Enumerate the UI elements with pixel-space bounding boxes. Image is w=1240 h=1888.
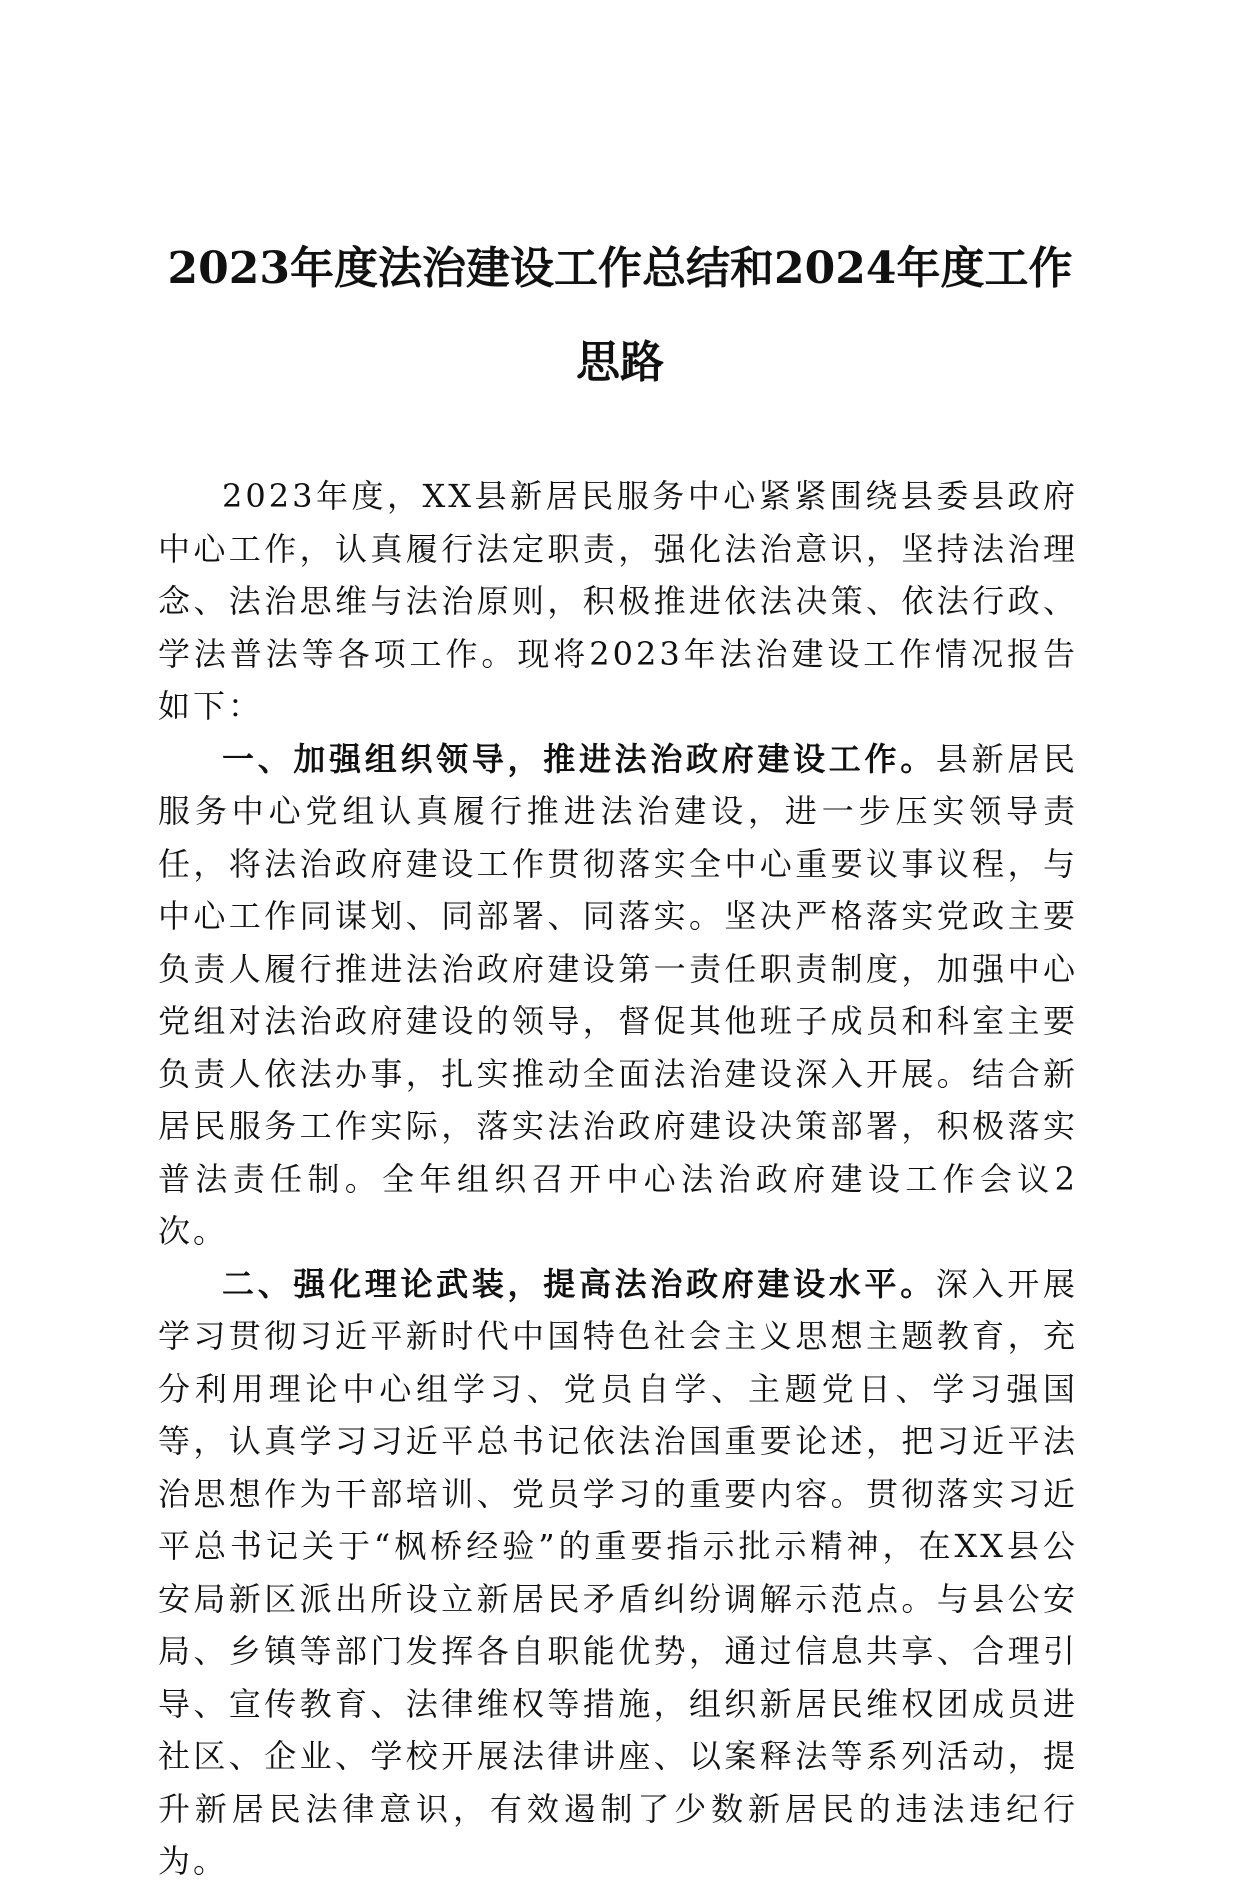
document-title [140, 222, 1100, 410]
title-line-2: 思路 [576, 337, 664, 388]
intro-text: 2023年度，XX县新居民服务中心紧紧围绕县委县政府中心工作，认真履行法定职责，强化法治意识，坚持法治理念、法治思维与法治原则，积极推进依法决策、依法行政、学法普法等各项工作。现将2023年法治建设工作情况报告如下： [158, 477, 1078, 725]
section-1-paragraph [158, 733, 1078, 1258]
section-1-heading: 一、加强组织领导，推进法治政府建设工作。 [222, 739, 936, 778]
intro-paragraph [158, 470, 1078, 733]
section-2-text: 深入开展学习贯彻习近平新时代中国特色社会主义思想主题教育，充分利用理论中心组学习、党员自学、主题党日、学习强国等，认真学习习近平总书记依法治国重要论述，把习近平法治思想作为干部培训、党员学习的重要内容。贯彻落实习近平总书记关于“枫桥经验”的重要指示批示精神，在XX县公安局新区派出所设立新居民矛盾纠纷调解示范点。与县公安局、乡镇等部门发挥各自职能优势，通过信息共享、合理引导、宣传教育、法律维权等措施，组织新居民维权团成员进社区、企业、学校开展法律讲座、以案释法等系列活动，提升新居民法律意识，有效遏制了少数新居民的违法违纪行为。 [158, 1264, 1078, 1880]
section-2-heading: 二、强化理论武装，提高法治政府建设水平。 [222, 1264, 936, 1303]
document-body [158, 470, 1078, 1888]
section-1-text: 县新居民服务中心党组认真履行推进法治建设，进一步压实领导责任，将法治政府建设工作贯彻落实全中心重要议事议程，与中心工作同谋划、同部署、同落实。坚决严格落实党政主要负责人履行推进法治政府建设第一责任职责制度，加强中心党组对法治政府建设的领导，督促其他班子成员和科室主要负责人依法办事，扎实推动全面法治建设深入开展。结合新居民服务工作实际，落实法治政府建设决策部署，积极落实普法责任制。全年组织召开中心法治政府建设工作会议2次。 [158, 739, 1078, 1250]
title-line-1: 2023年度法治建设工作总结和2024年度工作 [167, 243, 1073, 294]
section-2-paragraph [158, 1258, 1078, 1888]
